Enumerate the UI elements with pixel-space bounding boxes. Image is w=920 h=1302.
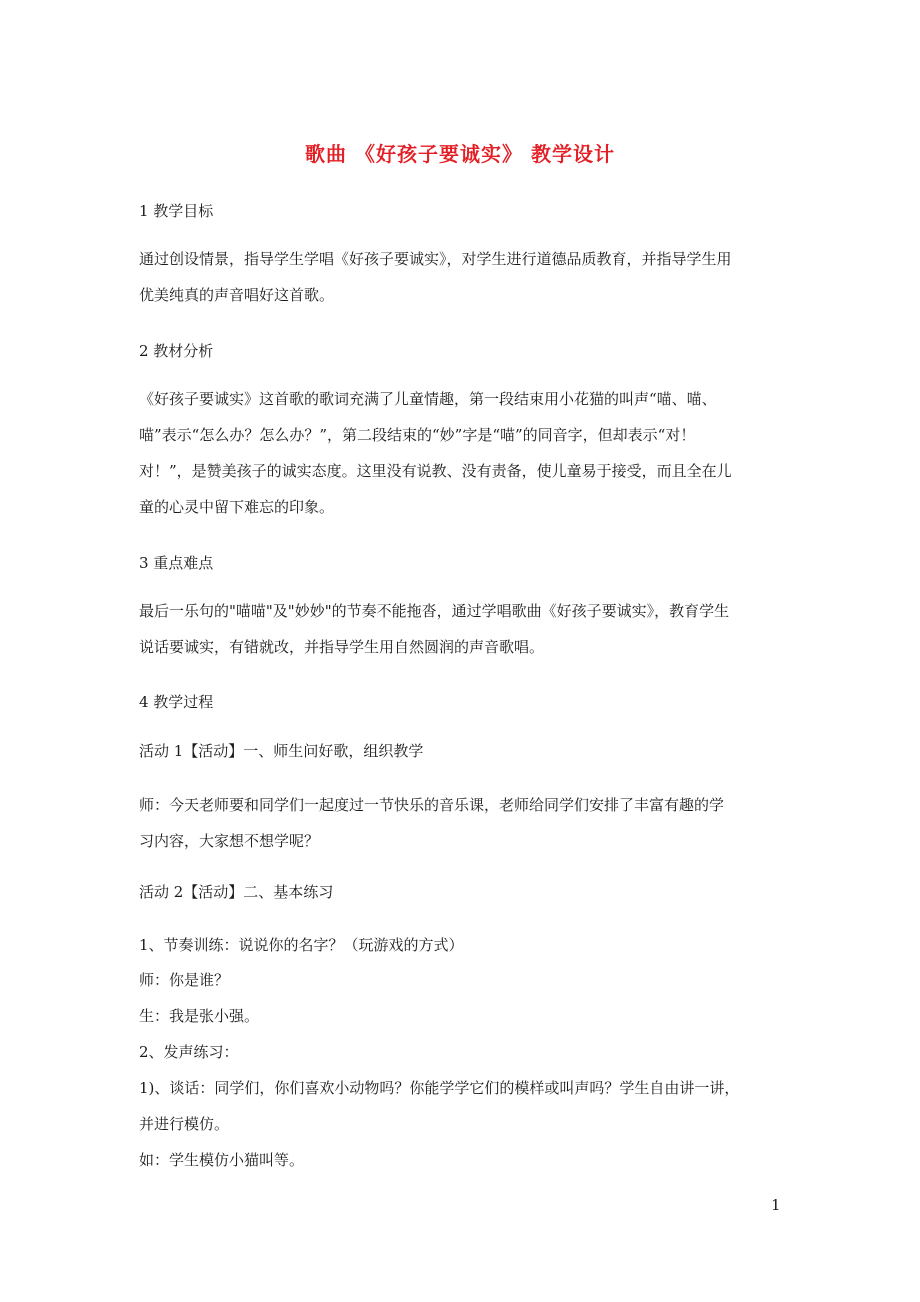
activity-2-text-line: 1、节奏训练：说说你的名字？（玩游戏的方式） xyxy=(139,936,464,954)
activity-1-heading: 活动 1【活动】一、师生问好歌，组织教学 xyxy=(139,742,424,760)
activity-2-text-line: 生：我是张小强。 xyxy=(139,1007,260,1025)
activity-2-text-line: 1)、谈话：同学们，你们喜欢小动物吗？你能学学它们的模样或叫声吗？学生自由讲一讲， xyxy=(139,1079,740,1097)
activity-2-text-line: 并进行模仿。 xyxy=(139,1115,230,1133)
activity-2-text-line: 2、发声练习： xyxy=(139,1043,239,1061)
section-heading-objectives: 1 教学目标 xyxy=(139,202,214,220)
page-number: 1 xyxy=(771,1196,781,1214)
section-heading-analysis: 2 教材分析 xyxy=(139,342,214,360)
analysis-text-line: 喵”表示“怎么办？怎么办？”，第二段结束的“妙”字是“喵”的同音字，但却表示“对！ xyxy=(139,426,696,444)
activity-2-text-line: 师：你是谁？ xyxy=(139,971,230,989)
activity-1-text-line: 习内容，大家想不想学呢？ xyxy=(139,832,320,850)
key-points-text-line: 说话要诚实，有错就改，并指导学生用自然圆润的声音歌唱。 xyxy=(139,638,545,656)
document-title: 歌曲 《好孩子要诚实》 教学设计 xyxy=(305,142,615,166)
section-heading-key-points: 3 重点难点 xyxy=(139,554,214,572)
analysis-text-line: 对！”，是赞美孩子的诚实态度。这里没有说教、没有责备，使儿童易于接受，而且全在儿 xyxy=(139,462,732,480)
key-points-text-line: 最后一乐句的"喵喵"及"妙妙"的节奏不能拖沓，通过学唱歌曲《好孩子要诚实》，教育学生 xyxy=(139,602,730,620)
activity-2-heading: 活动 2【活动】二、基本练习 xyxy=(139,883,334,901)
activity-2-text-line: 如：学生模仿小猫叫等。 xyxy=(139,1151,305,1169)
objectives-text-line: 通过创设情景，指导学生学唱《好孩子要诚实》，对学生进行道德品质教育，并指导学生用 xyxy=(139,250,732,268)
objectives-text-line: 优美纯真的声音唱好这首歌。 xyxy=(139,286,335,304)
analysis-text-line: 《好孩子要诚实》这首歌的歌词充满了儿童情趣，第一段结束用小花猫的叫声“喵、喵、 xyxy=(139,390,717,408)
analysis-text-line: 童的心灵中留下难忘的印象。 xyxy=(139,498,335,516)
section-heading-process: 4 教学过程 xyxy=(139,693,214,711)
activity-1-text-line: 师：今天老师要和同学们一起度过一节快乐的音乐课，老师给同学们安排了丰富有趣的学 xyxy=(139,796,725,814)
